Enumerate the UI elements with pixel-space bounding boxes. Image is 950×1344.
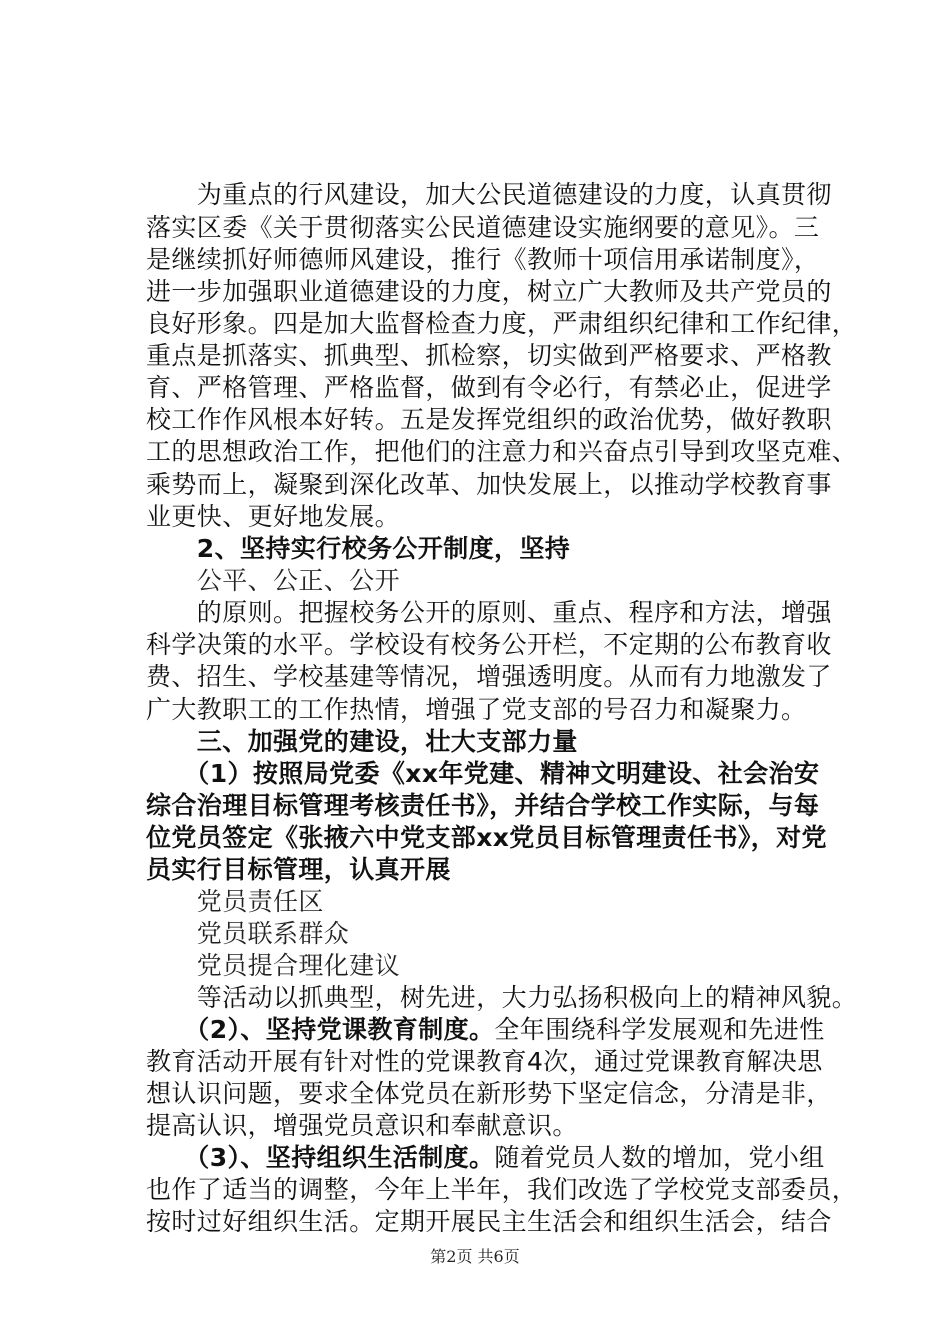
text-line: 重点是抓落实、抓典型、抓检察，切实做到严格要求、严格教 xyxy=(146,341,832,370)
text-line: 乘势而上，凝聚到深化改革、加快发展上，以推动学校教育事 xyxy=(146,470,832,499)
text-line: 员实行目标管理，认真开展 xyxy=(146,855,451,884)
text-line: 的原则。把握校务公开的原则、重点、程序和方法，增强 xyxy=(146,598,832,627)
text-line: （1）按照局党委《xx年党建、精神文明建设、社会治安 xyxy=(146,759,820,788)
text-line: 教育活动开展有针对性的党课教育4次，通过党课教育解决思 xyxy=(146,1047,823,1076)
text-line: 想认识问题，要求全体党员在新形势下坚定信念，分清是非， xyxy=(146,1079,832,1108)
line-rest: 全年围绕科学发展观和先进性 xyxy=(494,1015,825,1044)
text-line xyxy=(146,1143,825,1173)
bold-lead: （2）、坚持党课教育制度。 xyxy=(146,1015,495,1044)
bold-lead: 2、坚持实行校务公开制度，坚持 xyxy=(146,534,571,563)
text-line: 落实区委《关于贯彻落实公民道德建设实施纲要的意见》。三 xyxy=(146,213,820,242)
text-line: 业更快、更好地发展。 xyxy=(146,502,401,531)
text-line: 等活动以抓典型，树先进，大力弘扬积极向上的精神风貌。 xyxy=(146,983,858,1012)
text-line: 育、严格管理、严格监督，做到有令必行，有禁必止，促进学 xyxy=(146,373,832,402)
text-line: 党员提合理化建议 xyxy=(146,951,401,980)
text-line xyxy=(146,1015,825,1045)
text-line: 广大教职工的工作热情，增强了党支部的号召力和凝聚力。 xyxy=(146,695,807,724)
line-rest: 随着党员人数的增加，党小组 xyxy=(494,1143,825,1172)
text-line: 良好形象。四是加大监督检查力度，严肃组织纪律和工作纪律， xyxy=(146,309,858,338)
text-line: 党员联系群众 xyxy=(146,919,350,948)
bold-lead: （3）、坚持组织生活制度。 xyxy=(146,1143,495,1172)
text-line: 三、加强党的建设，壮大支部力量 xyxy=(146,727,578,756)
text-line: 为重点的行风建设，加大公民道德建设的力度，认真贯彻 xyxy=(146,180,832,209)
text-line: 费、招生、学校基建等情况，增强透明度。从而有力地激发了 xyxy=(146,662,832,691)
text-line: 也作了适当的调整，今年上半年，我们改选了学校党支部委员， xyxy=(146,1175,858,1204)
text-line: 综合治理目标管理考核责任书》，并结合学校工作实际，与每 xyxy=(146,791,820,820)
text-line xyxy=(146,534,570,564)
text-line: 按时过好组织生活。定期开展民主生活会和组织生活会，结合 xyxy=(146,1207,832,1236)
text-line: 校工作作风根本好转。五是发挥党组织的政治优势，做好教职 xyxy=(146,405,832,434)
page-footer: 第2页 共6页 xyxy=(430,1247,520,1266)
text-line: 是继续抓好师德师风建设，推行《教师十项信用承诺制度》， xyxy=(146,245,820,274)
text-line: 位党员签定《张掖六中党支部xx党员目标管理责任书》，对党 xyxy=(146,823,827,852)
text-line: 提高认识，增强党员意识和奉献意识。 xyxy=(146,1111,578,1140)
text-line: 公平、公正、公开 xyxy=(146,566,401,595)
text-line: 进一步加强职业道德建设的力度，树立广大教师及共产党员的 xyxy=(146,277,832,306)
text-line: 科学决策的水平。学校设有校务公开栏，不定期的公布教育收 xyxy=(146,630,832,659)
text-line: 党员责任区 xyxy=(146,887,324,916)
text-line: 工的思想政治工作，把他们的注意力和兴奋点引导到攻坚克难、 xyxy=(146,437,858,466)
